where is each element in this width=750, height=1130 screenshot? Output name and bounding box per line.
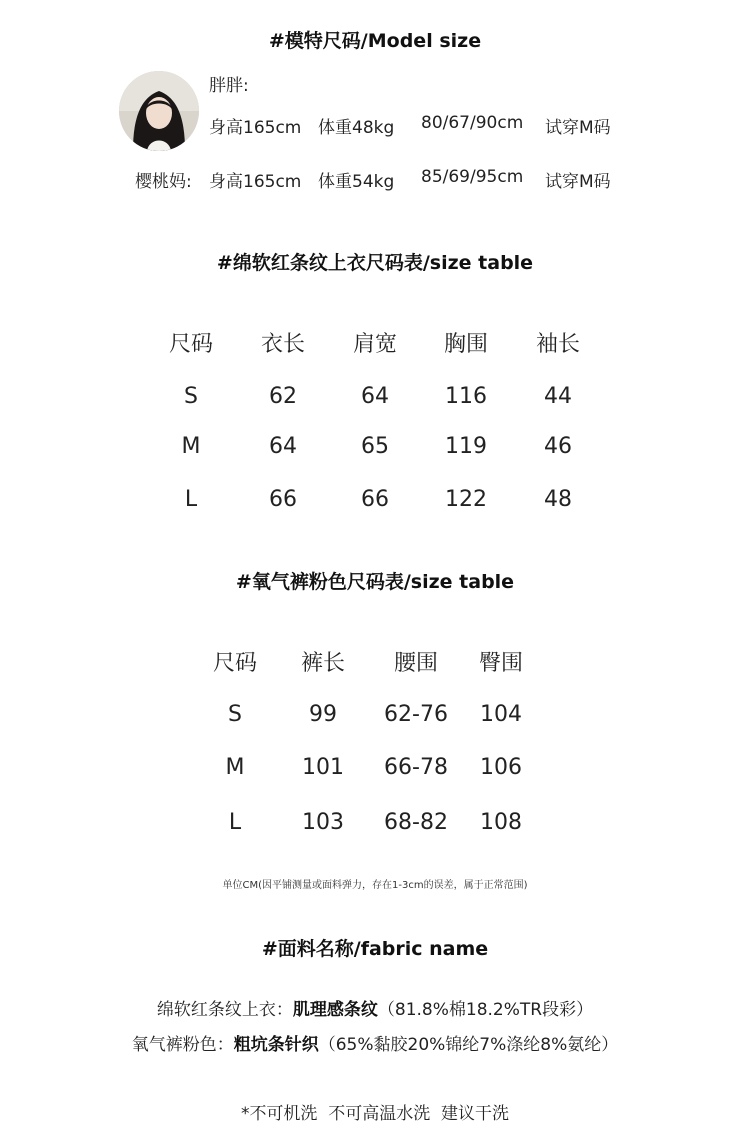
top-table-cell: M <box>181 434 201 459</box>
model2-tried-size: 试穿M码 <box>545 172 611 192</box>
top-table-cell: 122 <box>445 487 487 512</box>
pants-table-cell: S <box>228 702 242 727</box>
fabric-top-composition: （81.8%棉18.2%TR段彩） <box>377 1000 594 1020</box>
fabric-top-name: 肌理感条纹 <box>292 1000 378 1020</box>
model-size-heading: #模特尺码/Model size <box>268 30 482 52</box>
model1-weight: 体重48kg <box>318 118 395 138</box>
model2-weight: 体重54kg <box>318 172 395 192</box>
model-avatar <box>119 71 199 151</box>
top-table-cell: 66 <box>361 487 389 512</box>
top-table-cell: 62 <box>269 384 297 409</box>
fabric-name-heading: #面料名称/fabric name <box>261 938 489 960</box>
pants-table-cell: 68-82 <box>384 810 448 835</box>
top-table-cell: S <box>184 384 198 409</box>
pants-table-header: 腰围 <box>393 651 438 676</box>
top-table-cell: 46 <box>544 434 572 459</box>
top-table-header: 肩宽 <box>352 332 397 357</box>
model1-tried-size: 试穿M码 <box>545 118 611 138</box>
top-table-header: 衣长 <box>260 332 305 357</box>
fabric-pants-label: 氧气裤粉色： <box>131 1035 234 1055</box>
pants-table-cell: 106 <box>480 755 522 780</box>
fabric-line-top <box>0 995 750 1020</box>
top-table-cell: 64 <box>361 384 389 409</box>
top-table-cell: 65 <box>361 434 389 459</box>
pants-table-cell: L <box>228 810 242 835</box>
model1-height: 身高165cm <box>209 118 302 138</box>
top-table-cell: 48 <box>544 487 572 512</box>
pants-table-header: 尺码 <box>212 651 257 676</box>
top-size-table-heading: #绵软红条纹上衣尺码表/size table <box>216 252 534 274</box>
pants-table-cell: 99 <box>309 702 337 727</box>
pants-table-header: 臀围 <box>478 651 523 676</box>
pants-table-cell: 104 <box>480 702 522 727</box>
pants-table-cell: 101 <box>302 755 344 780</box>
model2-height: 身高165cm <box>209 172 302 192</box>
fabric-top-label: 绵软红条纹上衣： <box>156 1000 293 1020</box>
pants-size-table-heading: #氧气裤粉色尺码表/size table <box>235 571 515 593</box>
pants-table-cell: 103 <box>302 810 344 835</box>
fabric-line-pants <box>0 1030 750 1055</box>
pants-table-cell: 62-76 <box>384 702 448 727</box>
top-table-header: 尺码 <box>168 332 213 357</box>
measurement-note: 单位CM(因平铺测量或面料弹力，存在1-3cm的误差，属于正常范围) <box>222 880 528 891</box>
model2-measurements: 85/69/95cm <box>421 167 524 187</box>
pants-table-header: 裤长 <box>300 651 345 676</box>
top-table-cell: 119 <box>445 434 487 459</box>
top-table-cell: 64 <box>269 434 297 459</box>
pants-table-cell: M <box>225 755 245 780</box>
care-instructions: *不可机洗 不可高温水洗 建议干洗 <box>240 1104 510 1124</box>
top-table-cell: L <box>184 487 198 512</box>
pants-table-cell: 66-78 <box>384 755 448 780</box>
model1-name: 胖胖: <box>209 76 249 96</box>
top-table-header: 袖长 <box>535 332 580 357</box>
pants-table-cell: 108 <box>480 810 522 835</box>
fabric-pants-name: 粗坑条针织 <box>233 1035 319 1055</box>
top-table-cell: 66 <box>269 487 297 512</box>
top-table-cell: 44 <box>544 384 572 409</box>
model1-measurements: 80/67/90cm <box>421 113 524 133</box>
fabric-pants-composition: （65%黏胶20%锦纶7%涤纶8%氨纶） <box>318 1035 619 1055</box>
model2-name: 樱桃妈: <box>135 172 192 192</box>
top-table-header: 胸围 <box>443 332 488 357</box>
top-table-cell: 116 <box>445 384 487 409</box>
